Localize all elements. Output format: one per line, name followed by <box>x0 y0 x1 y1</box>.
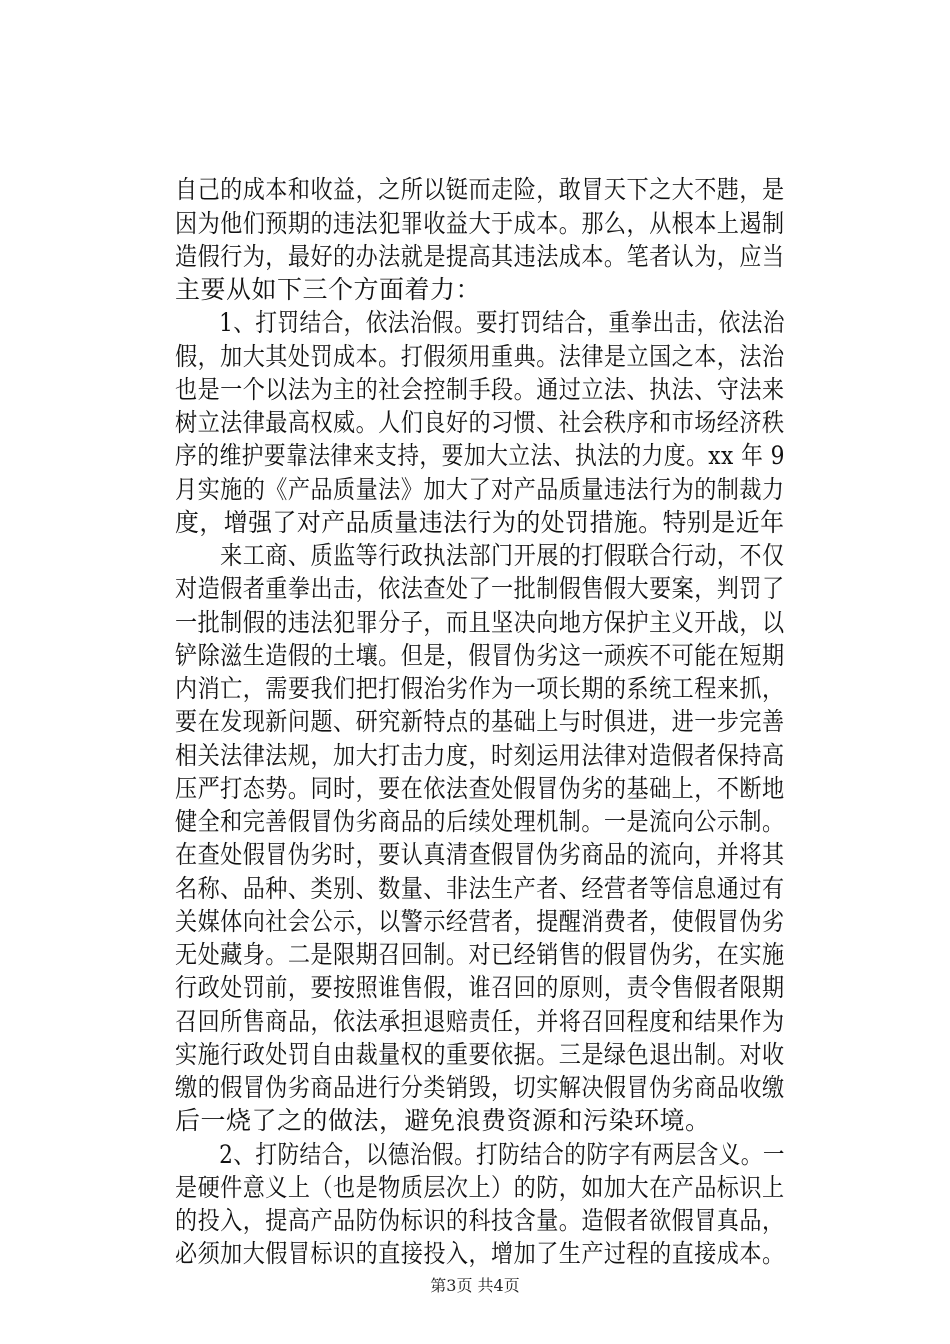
text-line: 造假行为，最好的办法就是提高其违法成本。笔者认为，应当 <box>175 242 785 271</box>
text-line: 月实施的《产品质量法》加大了对产品质量违法行为的制裁力 <box>175 475 785 504</box>
text-line: 召回所售商品，依法承担退赔责任，并将召回程度和结果作为 <box>175 1007 785 1036</box>
text-line: 要在发现新问题、研究新特点的基础上与时俱进，进一步完善 <box>175 707 785 736</box>
text-line: 铲除滋生造假的土壤。但是，假冒伪劣这一顽疾不可能在短期 <box>175 641 785 670</box>
text-line: 一批制假的违法犯罪分子，而且坚决向地方保护主义开战，以 <box>175 608 785 637</box>
text-line: 后一烧了之的做法，避免浪费资源和污染环境。 <box>175 1106 711 1135</box>
text-line: 1、打罚结合，依法治假。要打罚结合，重拳出击，依法治 <box>175 308 785 337</box>
text-line: 实施行政处罚自由裁量权的重要依据。三是绿色退出制。对收 <box>175 1040 785 1069</box>
page-number-footer: 第3页 共4页 <box>430 1276 520 1295</box>
text-line: 无处藏身。二是限期召回制。对已经销售的假冒伪劣，在实施 <box>175 940 785 969</box>
text-line: 相关法律法规，加大打击力度，时刻运用法律对造假者保持高 <box>175 741 785 770</box>
text-line: 2、打防结合，以德治假。打防结合的防字有两层含义。一 <box>175 1140 785 1169</box>
text-line: 是硬件意义上（也是物质层次上）的防，如加大在产品标识上 <box>175 1173 785 1202</box>
text-line: 因为他们预期的违法犯罪收益大于成本。那么，从根本上遏制 <box>175 209 785 238</box>
text-line: 假，加大其处罚成本。打假须用重典。法律是立国之本，法治 <box>175 342 785 371</box>
text-line: 名称、品种、类别、数量、非法生产者、经营者等信息通过有 <box>175 874 785 903</box>
text-line: 压严打态势。同时，要在依法查处假冒伪劣的基础上，不断地 <box>175 774 785 803</box>
text-line: 的投入，提高产品防伪标识的科技含量。造假者欲假冒真品， <box>175 1206 785 1235</box>
text-line: 行政处罚前，要按照谁售假，谁召回的原则，责令售假者限期 <box>175 973 785 1002</box>
text-line: 自己的成本和收益，之所以铤而走险，敢冒天下之大不韪，是 <box>175 175 785 204</box>
text-line: 树立法律最高权威。人们良好的习惯、社会秩序和市场经济秩 <box>175 408 785 437</box>
text-line: 主要从如下三个方面着力： <box>175 275 482 304</box>
text-line: 在查处假冒伪劣时，要认真清查假冒伪劣商品的流向，并将其 <box>175 840 785 869</box>
text-line: 关媒体向社会公示，以警示经营者，提醒消费者，使假冒伪劣 <box>175 907 785 936</box>
text-line: 健全和完善假冒伪劣商品的后续处理机制。一是流向公示制。 <box>175 807 785 836</box>
text-line: 对造假者重拳出击，依法查处了一批制假售假大要案，判罚了 <box>175 574 785 603</box>
text-line: 也是一个以法为主的社会控制手段。通过立法、执法、守法来 <box>175 375 785 404</box>
text-line: 必须加大假冒标识的直接投入，增加了生产过程的直接成本。 <box>175 1239 785 1268</box>
text-line: 来工商、质监等行政执法部门开展的打假联合行动，不仅 <box>175 541 785 570</box>
text-line: 度，增强了对产品质量违法行为的处罚措施。特别是近年 <box>175 508 785 537</box>
text-line: 内消亡，需要我们把打假治劣作为一项长期的系统工程来抓， <box>175 674 785 703</box>
text-line: 序的维护要靠法律来支持，要加大立法、执法的力度。xx 年 9 <box>175 441 785 470</box>
text-line: 缴的假冒伪劣商品进行分类销毁，切实解决假冒伪劣商品收缴 <box>175 1073 785 1102</box>
